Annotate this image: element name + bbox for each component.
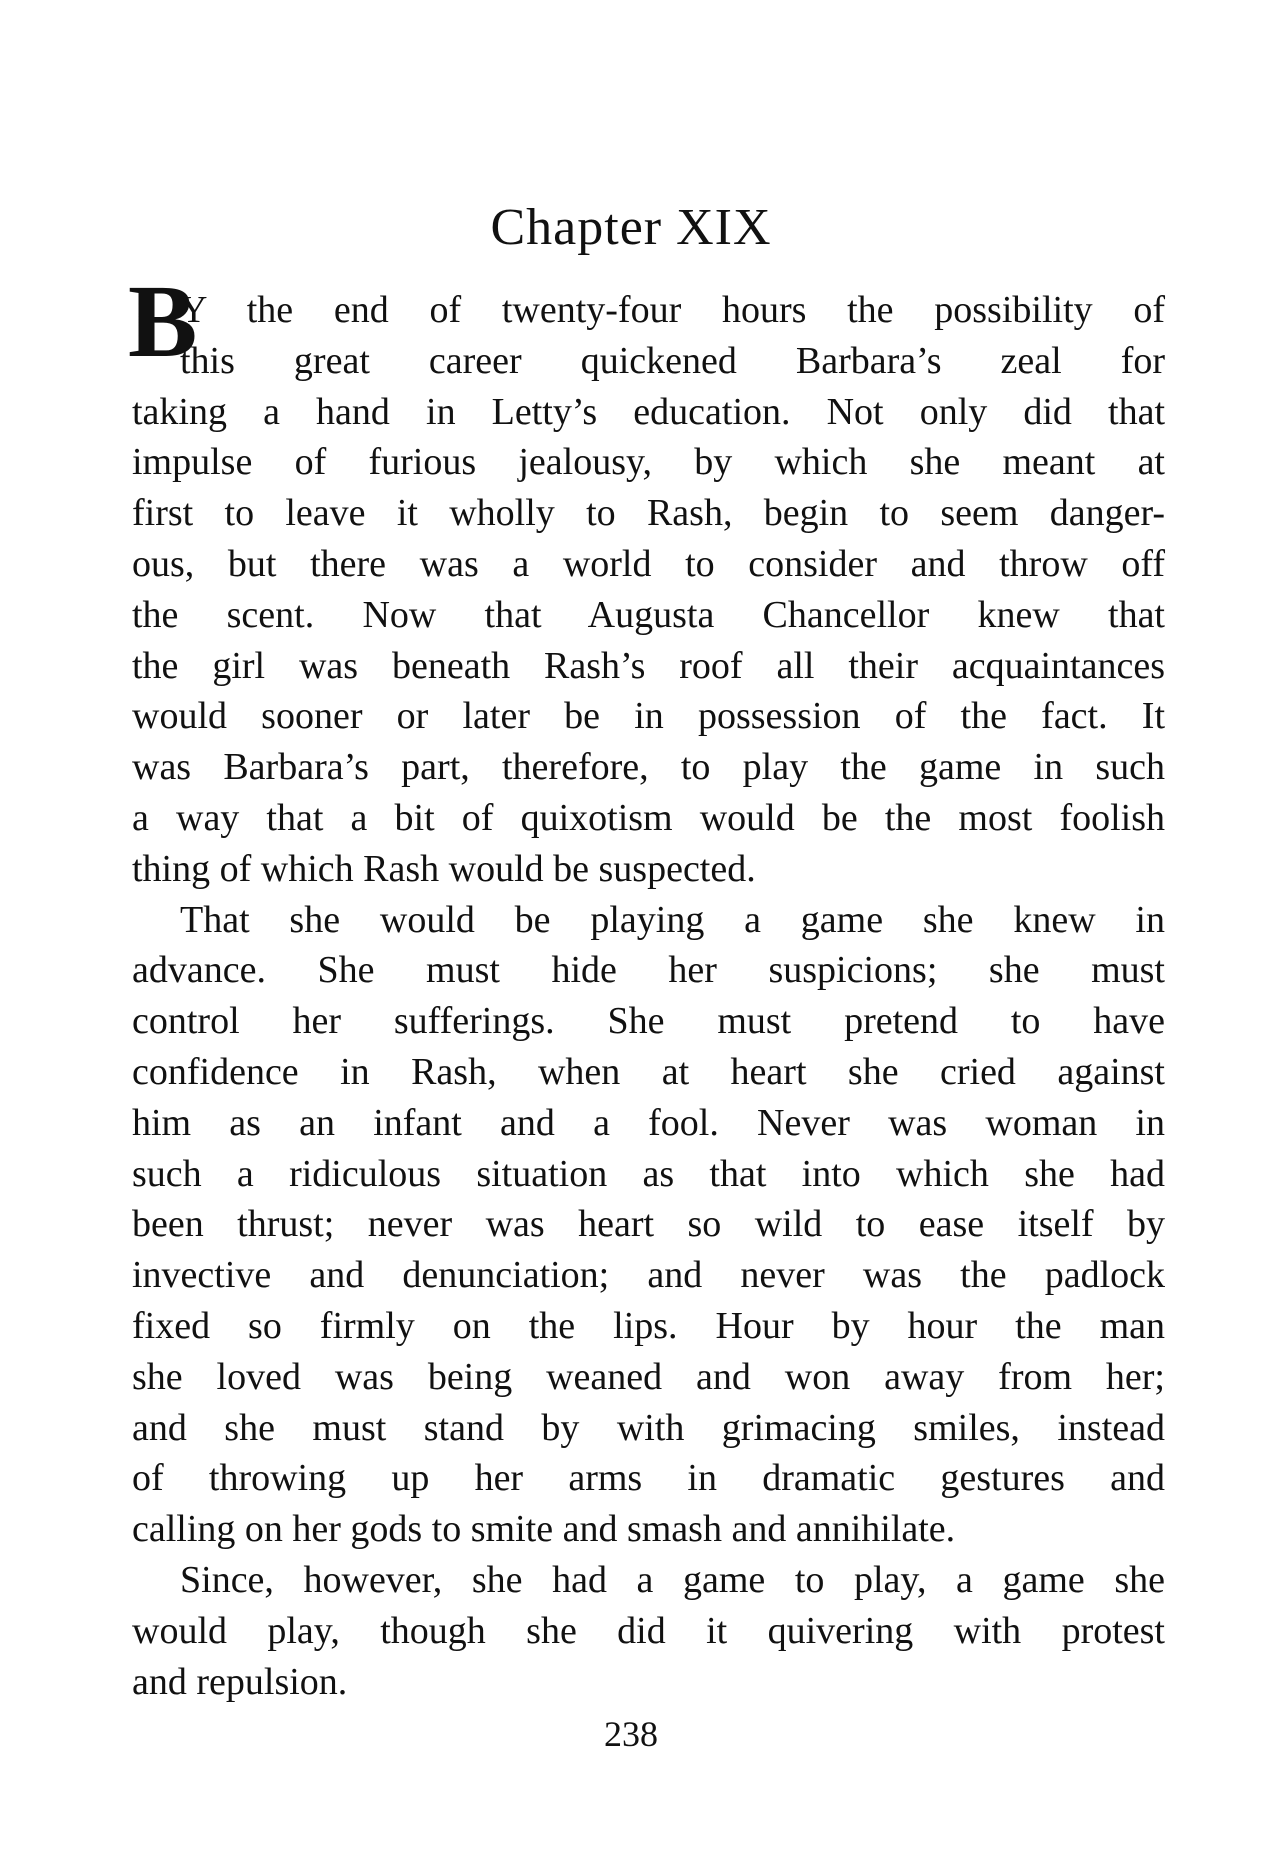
text-line: first to leave it wholly to Rash, begin to seem danger-: [132, 492, 1165, 535]
text-line: confidence in Rash, when at heart she cried against: [132, 1051, 1165, 1093]
drop-cap: B: [128, 264, 198, 379]
text-line: impulse of furious jealousy, by which she meant at: [132, 441, 1165, 484]
text-line: the girl was beneath Rash’s roof all their acquaintances: [132, 644, 1165, 687]
text-line: him as an infant and a fool. Never was woman in: [132, 1101, 1165, 1144]
text-line: would play, though she did it quivering with protest: [132, 1609, 1165, 1652]
text-line: taking a hand in Letty’s education. Not only did that: [132, 390, 1165, 433]
text-line: advance. She must hide her suspicions; she must: [132, 949, 1165, 992]
text-line: calling on her gods to smite and smash and annihilate.: [132, 1508, 956, 1551]
text-line: she loved was being weaned and won away from her;: [132, 1355, 1165, 1398]
text-line: fixed so firmly on the lips. Hour by hour the man: [132, 1305, 1165, 1347]
page-number: 238: [604, 1714, 658, 1754]
text-line: was Barbara’s part, therefore, to play the game in such: [132, 746, 1165, 789]
text-line: That she would be playing a game she knew in: [180, 898, 1165, 941]
text-line: this great career quickened Barbara’s zeal for: [180, 339, 1165, 382]
text-line: Y the end of twenty-four hours the possibility of: [180, 289, 1165, 331]
text-line: ous, but there was a world to consider and throw off: [132, 543, 1165, 585]
text-line: Since, however, she had a game to play, a game she: [180, 1559, 1165, 1601]
text-line: invective and denunciation; and never was the padlock: [132, 1254, 1165, 1297]
text-line: of throwing up her arms in dramatic gestures and: [132, 1457, 1165, 1500]
chapter-heading: Chapter XIX: [490, 199, 772, 256]
text-line: and she must stand by with grimacing smiles, instead: [132, 1406, 1165, 1449]
text-line: and repulsion.: [132, 1660, 348, 1703]
text-line: such a ridiculous situation as that into which she had: [132, 1152, 1165, 1195]
text-line: been thrust; never was heart so wild to ease itself by: [132, 1203, 1165, 1246]
text-line: thing of which Rash would be suspected.: [132, 847, 756, 890]
text-line: a way that a bit of quixotism would be the most foolish: [132, 797, 1165, 839]
text-line: control her sufferings. She must pretend to have: [132, 1000, 1165, 1043]
text-line: the scent. Now that Augusta Chancellor knew that: [132, 593, 1165, 636]
text-line: would sooner or later be in possession of the fact. It: [132, 695, 1165, 738]
